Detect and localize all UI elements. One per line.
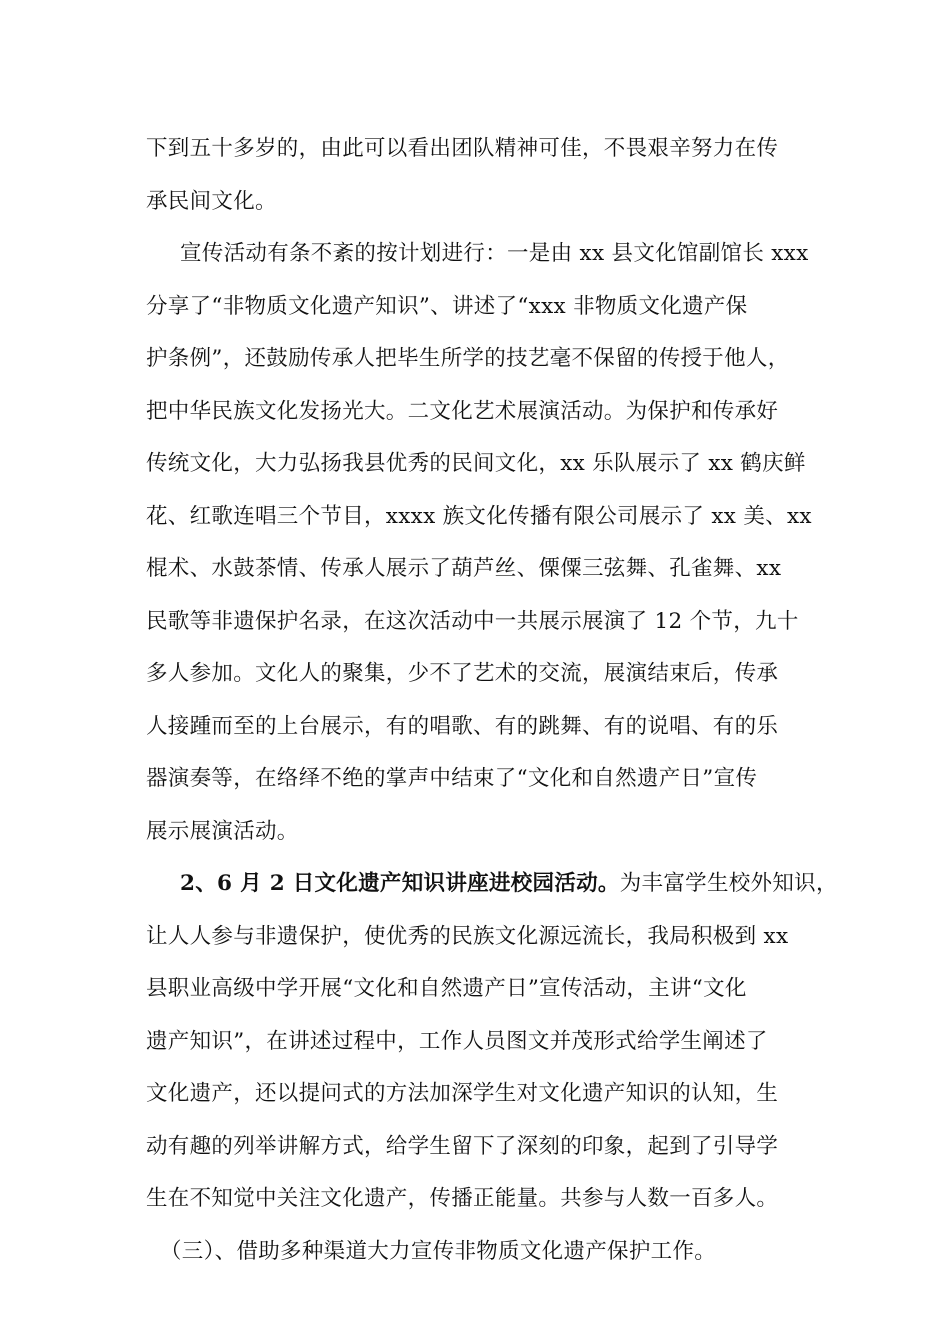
section2-first-text: 为丰富学生校外知识， (619, 871, 838, 896)
section2-heading: 2、6 月 2 日文化遗产知识讲座进校园活动。 (180, 871, 620, 896)
paragraph-line: 展示展演活动。 (146, 819, 299, 844)
paragraph-line: 花、红歌连唱三个节目，xxxx 族文化传播有限公司展示了 xx 美、xx (146, 504, 812, 529)
paragraph-line: 遗产知识”，在讲述过程中，工作人员图文并茂形式给学生阐述了 (146, 1029, 768, 1054)
paragraph-line: 民歌等非遗保护名录，在这次活动中一共展示展演了 12 个节，九十 (146, 609, 799, 634)
paragraph-line: 多人参加。文化人的聚集，少不了艺术的交流，展演结束后，传承 (146, 661, 779, 686)
paragraph-line: 把中华民族文化发扬光大。二文化艺术展演活动。为保护和传承好 (146, 399, 779, 424)
paragraph-line: 动有趣的列举讲解方式，给学生留下了深刻的印象，起到了引导学 (146, 1134, 779, 1159)
paragraph-line: 棍术、水鼓茶情、传承人展示了葫芦丝、傈僳三弦舞、孔雀舞、xx (146, 556, 782, 581)
paragraph-line: 下到五十多岁的，由此可以看出团队精神可佳，不畏艰辛努力在传 (146, 136, 779, 161)
paragraph-line: 人接踵而至的上台展示，有的唱歌、有的跳舞、有的说唱、有的乐 (146, 714, 779, 739)
section2-first-line (180, 869, 838, 899)
section3-heading: （三）、借助多种渠道大力宣传非物质文化遗产保护工作。 (160, 1239, 717, 1264)
paragraph-line: 分享了“非物质文化遗产知识”、讲述了“xxx 非物质文化遗产保 (146, 294, 748, 319)
paragraph-line: 宣传活动有条不紊的按计划进行：一是由 xx 县文化馆副馆长 xxx (180, 241, 809, 266)
paragraph-line: 县职业高级中学开展“文化和自然遗产日”宣传活动，主讲“文化 (146, 976, 747, 1001)
paragraph-line: 让人人参与非遗保护，使优秀的民族文化源远流长，我局积极到 xx (146, 924, 789, 949)
paragraph-line: 护条例”，还鼓励传承人把毕生所学的技艺毫不保留的传授于他人， (146, 346, 790, 371)
paragraph-line: 承民间文化。 (146, 189, 277, 214)
paragraph-line: 传统文化，大力弘扬我县优秀的民间文化，xx 乐队展示了 xx 鹤庆鲜 (146, 451, 806, 476)
paragraph-line: 文化遗产，还以提问式的方法加深学生对文化遗产知识的认知，生 (146, 1081, 779, 1106)
paragraph-line: 生在不知觉中关注文化遗产，传播正能量。共参与人数一百多人。 (146, 1186, 779, 1211)
paragraph-line: 器演奏等，在络绎不绝的掌声中结束了“文化和自然遗产日”宣传 (146, 766, 758, 791)
